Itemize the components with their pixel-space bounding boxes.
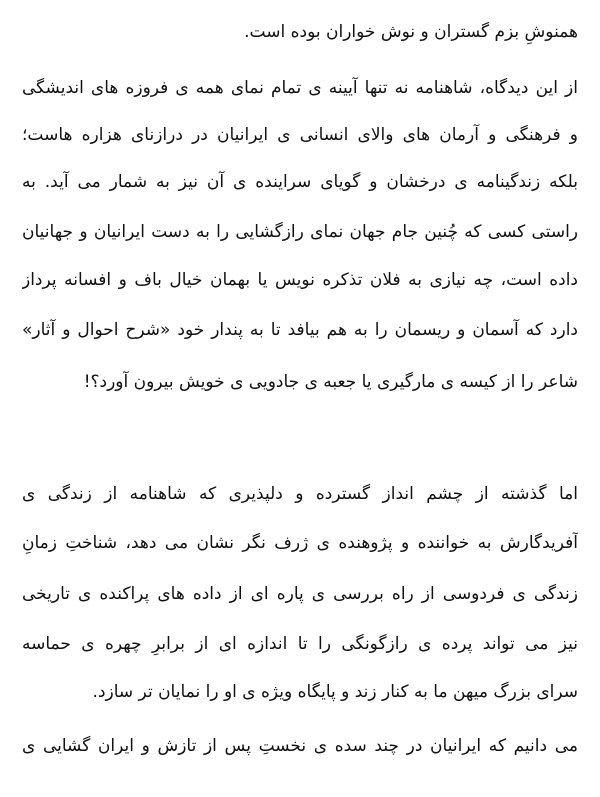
- text-line: آفریدگارش به خواننده و پژوهنده ی ژرف نگر نشان می دهد، شناختِ زمانِ: [22, 533, 578, 553]
- text-line: راستی کسی که چُنین جام جهان نمای رازگشایی را به دست ایرانیان و جهانیان: [22, 222, 578, 242]
- text-line: دارد که آسمان و ریسمان را به هم بیافد تا به پندار خود «شرح احوال و آثار»: [22, 320, 578, 340]
- text-line: داده است، چه نیازی به فلان تذکره نویس یا بهمان خیال باف و افسانه پرداز: [22, 270, 578, 290]
- text-line: و فرهنگی و آرمان های والای انسانی ی ایرانیان در درازنای هزاره هاست؛: [22, 125, 578, 145]
- text-line: زندگی ی فردوسی از راه بررسی ی پاره ای از داده های پراکنده ی تاریخی: [22, 584, 578, 604]
- text-line: همنوشِ بزم گستران و نوش خواران بوده است.: [244, 22, 578, 42]
- text-line: می دانیم که ایرانیان در چند سده ی نخستِ پس از تازش و ایران گشایی ی: [22, 736, 578, 756]
- text-line: شاعر را از کیسه ی مارگیری یا جعبه ی جادویی ی خویش بیرون آورد؟!: [83, 372, 578, 392]
- text-line: سرای بزرگ میهن ما به کنار زند و پایگاه ویژه ی او را نمایان تر سازد.: [92, 682, 578, 702]
- text-line: اما گذشته از چشم انداز گسترده و دلپذیری که شاهنامه از زندگی ی: [22, 484, 578, 504]
- text-line: نیز می تواند پرده ی رازگونگی را تا اندازه ای از برابرِ چهره ی حماسه: [22, 634, 578, 654]
- text-line: از این دیدگاه، شاهنامه نه تنها آیینه ی تمام نمای همه ی فروزه های اندیشگی: [22, 78, 578, 98]
- text-line: بلکه زندگینامه ی درخشان و گویای سراینده ی آن نیز به شمار می آید. به: [22, 172, 578, 192]
